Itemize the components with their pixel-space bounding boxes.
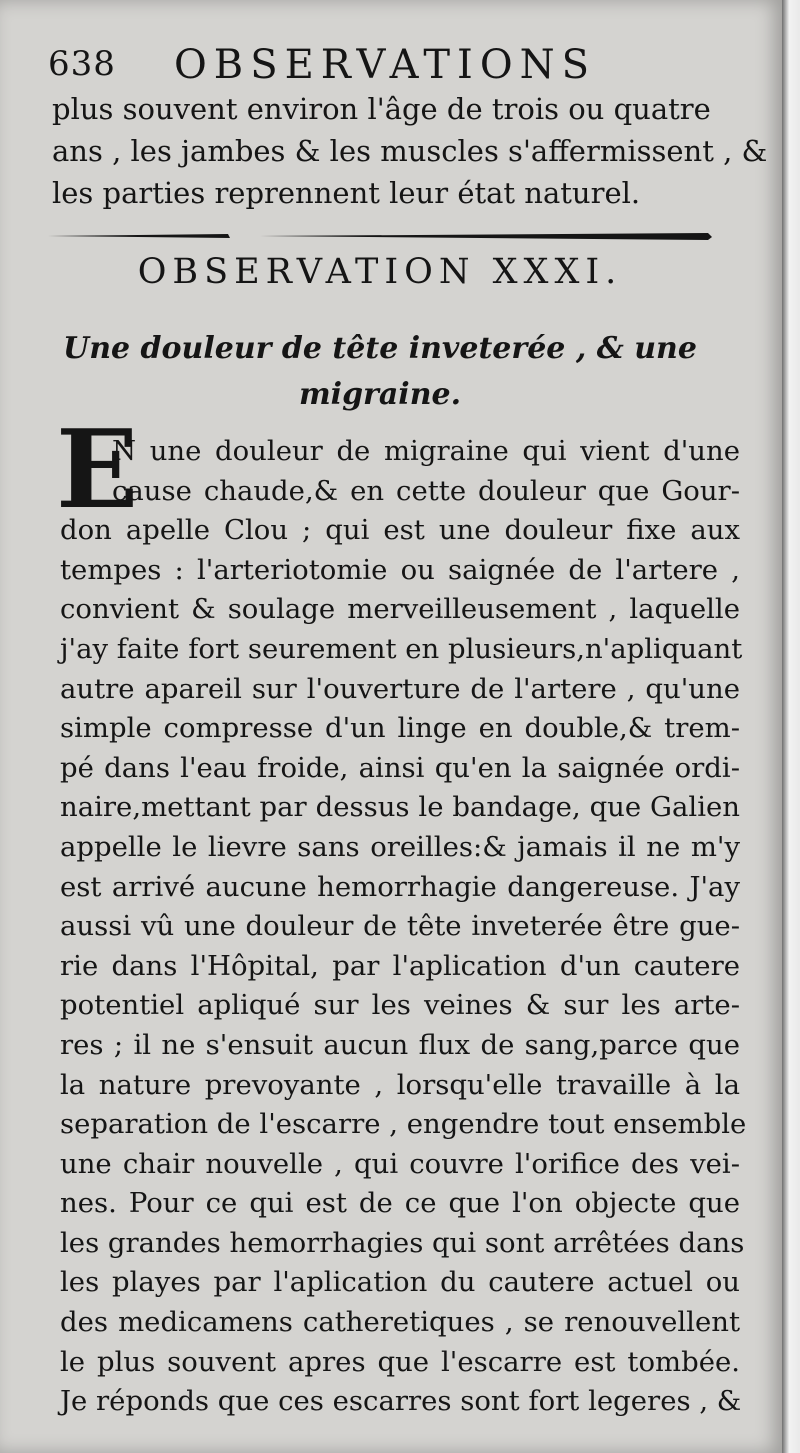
text-line: aussi vû une douleur de tête inveterée être gue- bbox=[60, 910, 740, 943]
text-line: nes. Pour ce qui est de ce que l'on objecte que bbox=[60, 1187, 740, 1220]
observation-subtitle bbox=[60, 326, 700, 418]
text-line: tempes : l'arteriotomie ou saignée de l'artere , bbox=[60, 553, 740, 586]
text-line: les grandes hemorrhagies qui sont arrêtées dans bbox=[60, 1226, 745, 1259]
text-line: le plus souvent apres que l'escarre est tombée. bbox=[60, 1345, 740, 1378]
text-line: Je réponds que ces escarres sont fort legeres , & bbox=[60, 1385, 742, 1418]
subtitle-line: Une douleur de tête inveterée , & une bbox=[63, 331, 697, 366]
page-edge bbox=[782, 0, 800, 1453]
subtitle-line: migraine. bbox=[298, 377, 462, 412]
text-line: une chair nouvelle , qui couvre l'orifice des vei- bbox=[60, 1147, 740, 1180]
text-line: N une douleur de migraine qui vient d'une bbox=[112, 435, 740, 467]
text-line: simple compresse d'un linge en double,& trem- bbox=[60, 712, 740, 745]
section-divider bbox=[48, 230, 712, 242]
page-header bbox=[48, 40, 748, 92]
text-line: separation de l'escarre , engendre tout ensemble bbox=[60, 1108, 747, 1141]
text-line: convient & soulage merveilleusement , laquelle bbox=[60, 593, 740, 626]
text-line: potentiel apliqué sur les veines & sur les arte- bbox=[60, 989, 740, 1022]
text-line: les parties reprennent leur état naturel. bbox=[52, 176, 641, 210]
observation-title: OBSERVATION XXXI. bbox=[137, 252, 623, 292]
text-line: autre apareil sur l'ouverture de l'artere , qu'une bbox=[60, 672, 740, 705]
text-line: des medicamens catheretiques , se renouvellent bbox=[60, 1306, 740, 1339]
continuation-text bbox=[52, 88, 768, 214]
observation-body bbox=[60, 432, 747, 1422]
text-line: naire,mettant par dessus le bandage, que Galien bbox=[60, 791, 740, 824]
text-line: ans , les jambes & les muscles s'affermissent , & bbox=[52, 134, 768, 168]
text-line: appelle le lievre sans oreilles:& jamais il ne m'y bbox=[60, 830, 740, 863]
drop-cap: E bbox=[56, 407, 139, 533]
running-head: OBSERVATIONS bbox=[174, 42, 597, 88]
page-number: 638 bbox=[48, 44, 116, 84]
text-line: rie dans l'Hôpital, par l'aplication d'un cautere bbox=[60, 949, 740, 982]
text-line: don apelle Clou ; qui est une douleur fixe aux bbox=[60, 514, 740, 547]
text-line: plus souvent environ l'âge de trois ou quatre bbox=[52, 92, 711, 126]
text-line: les playes par l'aplication du cautere actuel ou bbox=[60, 1266, 740, 1299]
text-line: la nature prevoyante , lorsqu'elle travaille à la bbox=[60, 1068, 740, 1101]
text-line: est arrivé aucune hemorrhagie dangereuse. J'ay bbox=[60, 870, 740, 903]
text-line: res ; il ne s'ensuit aucun flux de sang,parce que bbox=[60, 1028, 740, 1061]
text-line: cause chaude,& en cette douleur que Gour- bbox=[112, 474, 740, 507]
text-line: j'ay faite fort seurement en plusieurs,n'apliquant bbox=[60, 632, 743, 665]
text-line: pé dans l'eau froide, ainsi qu'en la saignée ordi- bbox=[60, 751, 740, 784]
